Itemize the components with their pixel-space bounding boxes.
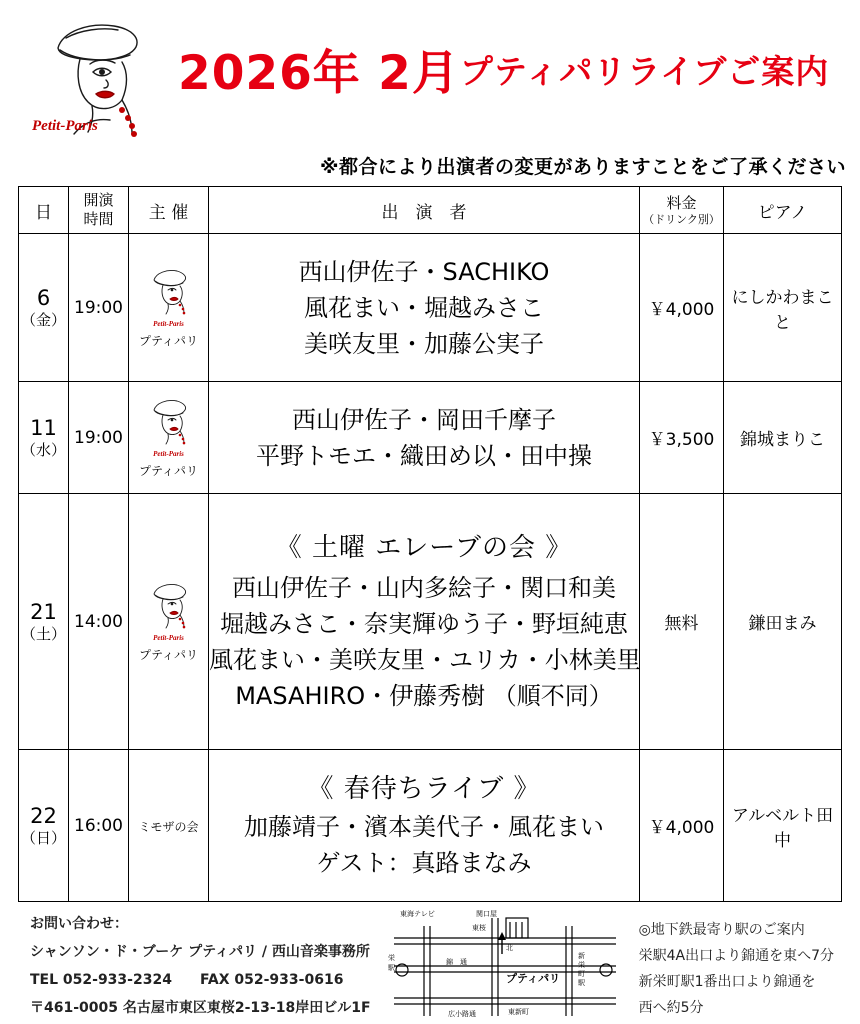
contact-line: 〒461-0005 名古屋市東区東桜2-13-18岸田ビル1F [30, 1000, 371, 1016]
col-fee [640, 187, 724, 234]
map-label-petit-paris: プティパリ [506, 972, 561, 985]
col-time-main: 開演 [83, 191, 114, 210]
cell-time: 19:00 [69, 382, 129, 494]
performer-line: 西山伊佐子・SACHIKO [298, 257, 550, 286]
performer-line: 美咲友里・加藤公実子 [304, 329, 544, 358]
cell-piano: アルベルト田中 [724, 750, 842, 902]
mini-logo-wordmark: Petit-Paris [153, 449, 184, 458]
petit-paris-mini-logo-icon [129, 397, 208, 460]
map-label-hirokoji: 広小路通 [448, 1010, 476, 1018]
location-map [380, 904, 630, 1022]
col-fee-main: 料金 [666, 194, 697, 213]
map-label-shinsakae2: 栄 [578, 961, 585, 969]
access-line: 栄駅4A出口より錦通を東へ7分 [638, 947, 834, 964]
day-of-week: （土） [20, 625, 66, 644]
cell-host [129, 750, 209, 902]
cell-performers [209, 494, 640, 750]
cell-piano: にしかわまこと [724, 234, 842, 382]
petit-paris-mini-logo-icon [129, 267, 208, 330]
performer-line: 西山伊佐子・岡田千摩子 [292, 405, 556, 434]
title-subtitle: プティパリライブご案内 [459, 52, 830, 91]
performer-line: 堀越みさこ・奈実輝ゆう子・野垣純恵 [220, 610, 628, 638]
cell-fee: ￥3,500 [640, 382, 724, 494]
day-number: 11 [30, 416, 57, 440]
col-performers: 出 演 者 [209, 187, 640, 234]
footer [0, 898, 860, 1024]
map-label-shinsakae4: 駅 [578, 979, 585, 987]
cell-piano: 錦城まりこ [724, 382, 842, 494]
header [0, 0, 860, 178]
performer-line: ゲスト：真路まなみ [316, 849, 532, 877]
host-label: プティパリ [138, 463, 199, 478]
col-host: 主 催 [129, 187, 209, 234]
cell-time: 16:00 [69, 750, 129, 902]
col-fee-sub: （ドリンク別） [643, 212, 720, 226]
performer-line: 平野トモエ・織田め以・田中操 [256, 441, 592, 470]
access-block [639, 918, 834, 1022]
page-title [178, 36, 829, 103]
performer-heading: 《 土曜 エレーブの会 》 [275, 533, 573, 563]
cell-day [19, 234, 69, 382]
table-row [19, 750, 842, 902]
cell-host [129, 382, 209, 494]
title-year-month: 2026年 2月 [178, 46, 460, 101]
map-label-nishiki: 錦 通 [446, 958, 467, 966]
map-label-higashi-shin: 東新町 [508, 1008, 529, 1016]
performer-line: 西山伊佐子・山内多絵子・関口和美 [232, 574, 616, 602]
access-line: 新栄町駅1番出口より錦通を [638, 973, 816, 990]
cell-performers [209, 234, 640, 382]
col-piano: ピアノ [724, 187, 842, 234]
map-label-kita: 北 [506, 944, 513, 952]
map-label-shinsakae3: 町 [578, 970, 585, 978]
day-of-week: （日） [20, 829, 66, 848]
contact-block [30, 910, 371, 1022]
performer-line: 風花まい・美咲友里・ユリカ・小林美里 [209, 646, 641, 674]
cell-day [19, 382, 69, 494]
cell-performers [209, 382, 640, 494]
cell-day [19, 494, 69, 750]
logo-wordmark: Petit-Paris [32, 118, 98, 134]
host-label: プティパリ [138, 647, 199, 662]
cell-host [129, 494, 209, 750]
cell-host [129, 234, 209, 382]
mini-logo-wordmark: Petit-Paris [153, 633, 184, 642]
table-row [19, 494, 842, 750]
contact-line: お問い合わせ： [30, 916, 128, 932]
map-label-sekiguchi: 関口屋 [476, 910, 497, 918]
access-line: 西へ約5分 [638, 999, 704, 1016]
schedule-table [18, 186, 842, 902]
performer-line: MASAHIRO・伊藤秀樹 （順不同） [235, 682, 613, 710]
table-row [19, 382, 842, 494]
mini-logo-wordmark: Petit-Paris [153, 319, 184, 328]
day-of-week: （金） [20, 311, 66, 330]
day-of-week: （水） [20, 441, 66, 460]
day-number: 21 [30, 600, 57, 624]
col-time [69, 187, 129, 234]
map-label-sakae: 栄 [388, 954, 395, 962]
host-label: プティパリ [138, 333, 199, 348]
notice-text: ※都合により出演者の変更がありますことをご了承ください [320, 156, 846, 178]
performer-line: 加藤靖子・濱本美代子・風花まい [244, 813, 604, 841]
contact-line: TEL 052-933-2324 FAX 052-933-0616 [30, 972, 344, 988]
performer-heading: 《 春待ちライブ 》 [307, 774, 541, 804]
cell-time: 14:00 [69, 494, 129, 750]
cell-fee: ￥4,000 [640, 750, 724, 902]
day-number: 6 [36, 286, 51, 310]
map-label-sakae2: 駅 [388, 964, 395, 972]
cell-performers [209, 750, 640, 902]
map-label-tokai-tv: 東海テレビ [400, 910, 435, 918]
cell-time: 19:00 [69, 234, 129, 382]
petit-paris-mini-logo-icon [129, 581, 208, 644]
table-header-row [19, 187, 842, 234]
cell-fee: 無料 [640, 494, 724, 750]
host-label: ミモザの会 [138, 820, 199, 834]
access-line: ◎地下鉄最寄り駅のご案内 [638, 922, 805, 938]
table-row [19, 234, 842, 382]
map-label-shinsakae: 新 [578, 952, 585, 960]
col-day: 日 [19, 187, 69, 234]
map-label-higashi-sakura: 東桜 [472, 924, 486, 932]
contact-line: シャンソン・ド・ブーケ プティパリ / 西山音楽事務所 [30, 944, 370, 960]
day-number: 22 [30, 804, 57, 828]
performer-line: 風花まい・堀越みさこ [304, 293, 544, 322]
cell-fee: ￥4,000 [640, 234, 724, 382]
cell-piano: 鎌田まみ [724, 494, 842, 750]
cell-day [19, 750, 69, 902]
col-time-sub: 時間 [83, 210, 114, 228]
